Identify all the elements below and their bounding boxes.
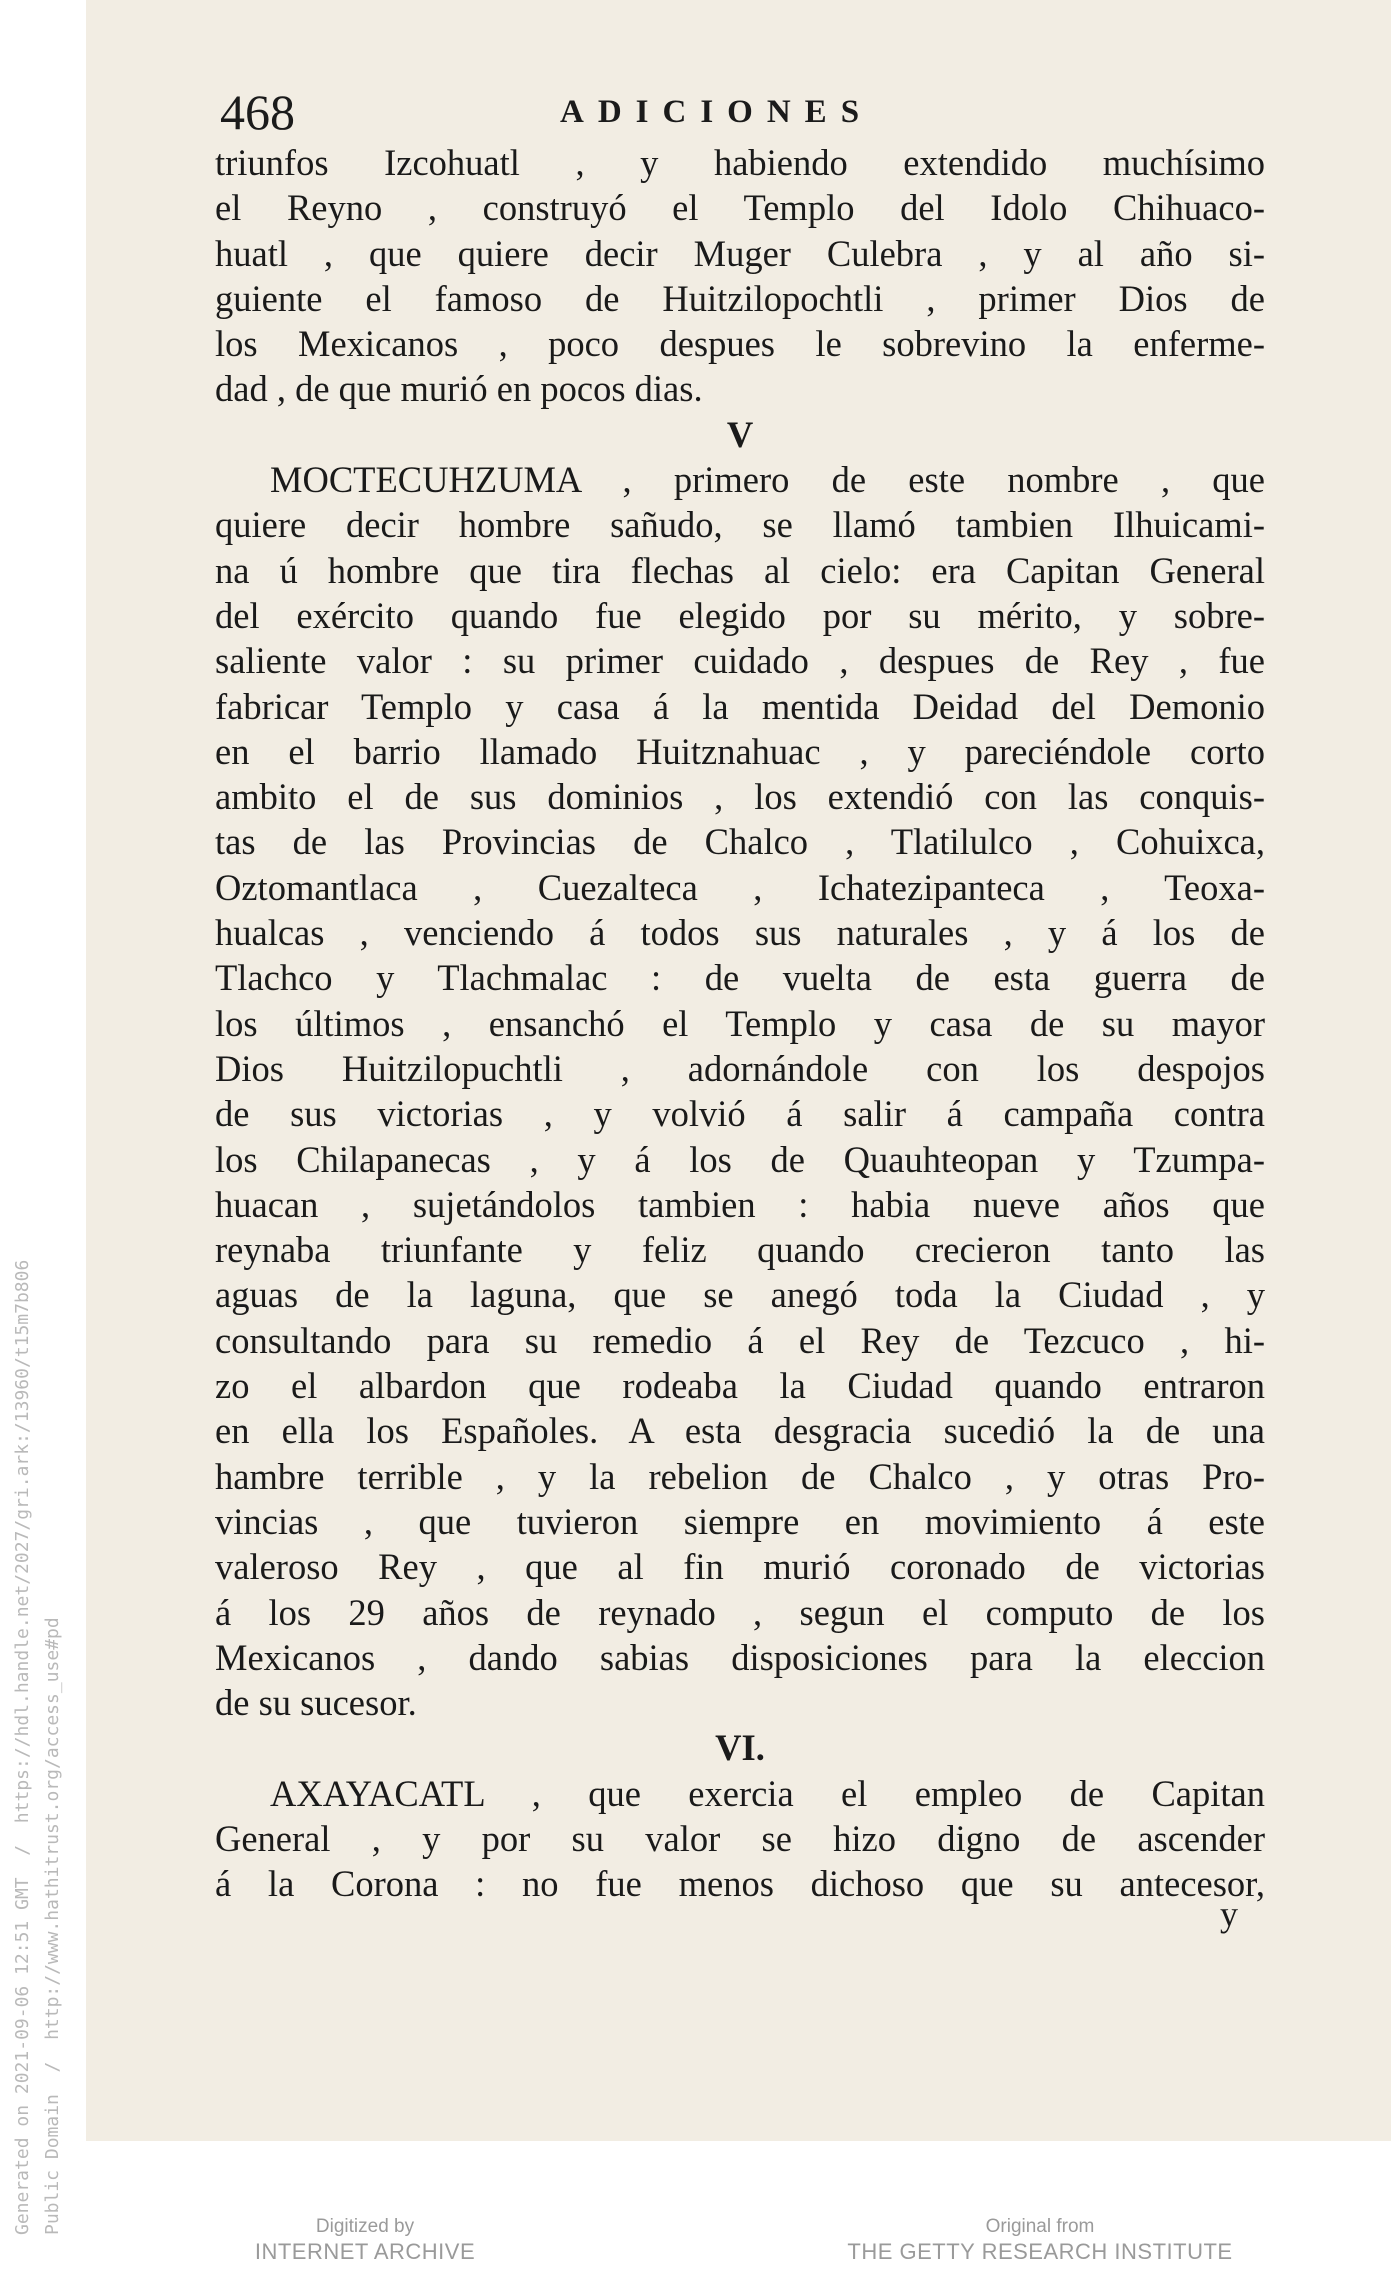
text-line: en ella los Españoles. A esta desgracia sucedió la de una [215,1410,1265,1452]
text-line: fabricar Templo y casa á la mentida Deidad del Demonio [215,685,1265,727]
section-heading: VI. [715,1727,765,1769]
body-text [215,140,1265,1907]
text-line: el Reyno , construyó el Templo del Idolo Chihuaco- [215,187,1265,229]
text-line: huacan , sujetándolos tambien : habia nueve años que [215,1183,1265,1225]
text-line: Tlachco y Tlachmalac : de vuelta de esta guerra de [215,957,1265,999]
digitized-by-credit [240,2215,490,2265]
text-line: tas de las Provincias de Chalco , Tlatilulco , Cohuixca, [215,821,1265,863]
text-line: de su sucesor. [215,1682,417,1724]
running-head: ADICIONES [560,94,874,130]
text-line: consultando para su remedio á el Rey de Tezcuco , hi- [215,1319,1265,1361]
text-line: á la Corona : no fue menos dichoso que su antecesor, [215,1863,1265,1905]
section-heading: V [726,413,754,455]
text-line: los Chilapanecas , y á los de Quauhteopan y Tzumpa- [215,1138,1265,1180]
page-number: 468 [220,84,295,140]
text-line: guiente el famoso de Huitzilopochtli , primer Dios de [215,277,1265,319]
text-line: de sus victorias , y volvió á salir á campaña contra [215,1093,1265,1135]
text-line: hambre terrible , y la rebelion de Chalco , y otras Pro- [215,1455,1265,1497]
text-line: del exército quando fue elegido por su mérito, y sobre- [215,594,1265,636]
catchword: y [1220,1894,1238,1934]
getty-institute-label: THE GETTY RESEARCH INSTITUTE [847,2239,1233,2264]
text-line: quiere decir hombre sañudo, se llamó tambien Ilhuicami- [215,504,1265,546]
text-line: valeroso Rey , que al fin murió coronado de victorias [215,1546,1265,1588]
access-notice-text [8,1150,68,2235]
text-line: zo el albardon que rodeaba la Ciudad quando entraron [215,1365,1265,1407]
text-line: General , y por su valor se hizo digno de ascender [215,1817,1265,1859]
original-from-credit [840,2215,1240,2265]
text-line: MOCTECUHZUMA , primero de este nombre , que [270,459,1265,501]
text-line: á los 29 años de reynado , segun el computo de los [215,1591,1265,1633]
text-line: los Mexicanos , poco despues le sobrevino la enferme- [215,323,1265,365]
text-line: en el barrio llamado Huitznahuac , y pareciéndole corto [215,730,1265,772]
text-line: hualcas , venciendo á todos sus naturales , y á los de [215,912,1265,954]
text-line: dad , de que murió en pocos dias. [215,368,703,410]
text-line: vincias , que tuvieron siempre en movimiento á este [215,1500,1265,1542]
text-line: Oztomantlaca , Cuezalteca , Ichatezipanteca , Teoxa- [215,866,1265,908]
original-from-label: Original from [985,2216,1095,2237]
text-line: ambito el de sus dominios , los extendió con las conquis- [215,776,1265,818]
digitized-by-label: Digitized by [315,2216,415,2237]
public-domain-notice-line: Public Domain / http://www.hathitrust.org/access_use#pd [42,1617,63,2235]
text-line: aguas de la laguna, que se anegó toda la Ciudad , y [215,1274,1265,1316]
text-line: triunfos Izcohuatl , y habiendo extendido muchísimo [215,142,1265,183]
text-line: Mexicanos , dando sabias disposiciones para la eleccion [215,1636,1265,1678]
text-line: Dios Huitzilopuchtli , adornándole con los despojos [215,1047,1265,1089]
text-line: saliente valor : su primer cuidado , despues de Rey , fue [215,640,1265,682]
text-line: huatl , que quiere decir Muger Culebra , y al año si- [215,232,1265,274]
text-line: los últimos , ensanchó el Templo y casa de su mayor [215,1002,1265,1044]
text-line: reynaba triunfante y feliz quando crecieron tanto las [215,1229,1265,1271]
access-notice-margin [0,1150,80,2240]
text-line: AXAYACATL , que exercia el empleo de Capitan [270,1772,1265,1814]
internet-archive-label: INTERNET ARCHIVE [254,2239,476,2264]
generated-notice-line: Generated on 2021-09-06 12:51 GMT / https://hdl.handle.net/2027/gri.ark:/13960/t15m7b806 [12,1259,33,2235]
text-line: na ú hombre que tira flechas al cielo: era Capitan General [215,549,1265,591]
